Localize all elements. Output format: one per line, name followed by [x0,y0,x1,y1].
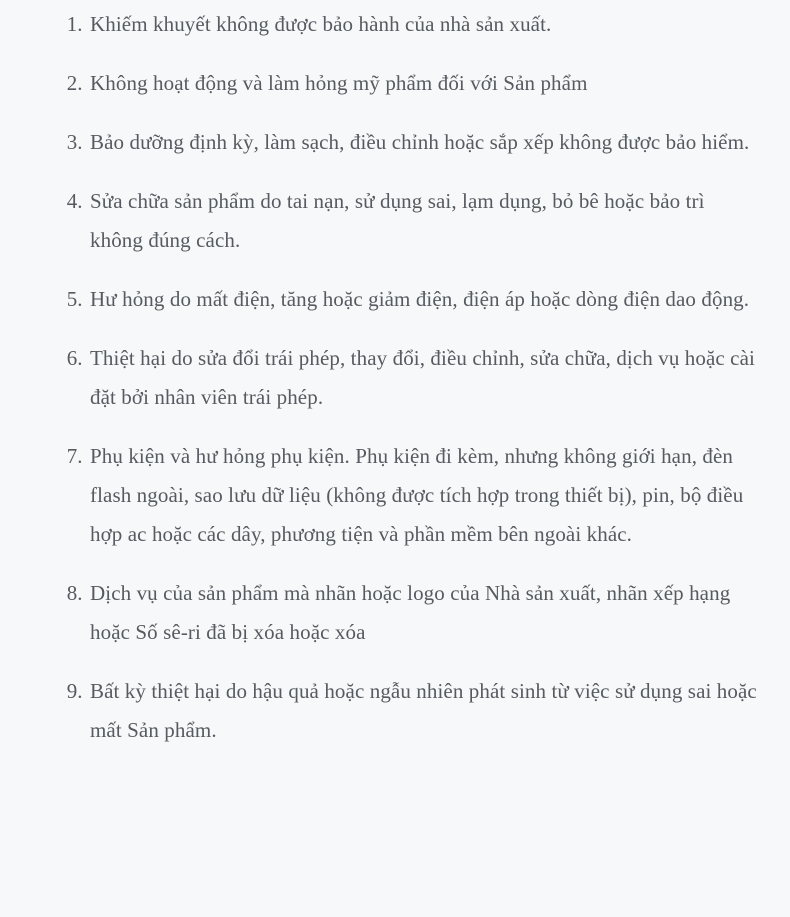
list-item: 8. Dịch vụ của sản phẩm mà nhãn hoặc logo của Nhà sản xuất, nhãn xếp hạng hoặc Số sê-ri đã bị xóa hoặc xóa [88,574,758,652]
list-item: 9. Bất kỳ thiệt hại do hậu quả hoặc ngẫu nhiên phát sinh từ việc sử dụng sai hoặc mất Sản phẩm. [88,672,758,750]
list-item: 7. Phụ kiện và hư hỏng phụ kiện. Phụ kiện đi kèm, nhưng không giới hạn, đèn flash ngoài, sao lưu dữ liệu (không được tích hợp trong thiết bị), pin, bộ điều hợp ac hoặc các dây, phương tiện và phần mềm bên ngoài khác. [88,437,758,554]
list-item: 5. Hư hỏng do mất điện, tăng hoặc giảm điện, điện áp hoặc dòng điện dao động. [88,280,758,319]
list-item: 3. Bảo dưỡng định kỳ, làm sạch, điều chỉnh hoặc sắp xếp không được bảo hiểm. [88,123,758,162]
list-item: 4. Sửa chữa sản phẩm do tai nạn, sử dụng sai, lạm dụng, bỏ bê hoặc bảo trì không đúng cách. [88,182,758,260]
list-item: 6. Thiệt hại do sửa đổi trái phép, thay đổi, điều chỉnh, sửa chữa, dịch vụ hoặc cài đặt bởi nhân viên trái phép. [88,339,758,417]
exclusions-list [0,5,790,750]
list-item: 1. Khiếm khuyết không được bảo hành của nhà sản xuất. [88,5,758,44]
list-item: 2. Không hoạt động và làm hỏng mỹ phẩm đối với Sản phẩm [88,64,758,103]
